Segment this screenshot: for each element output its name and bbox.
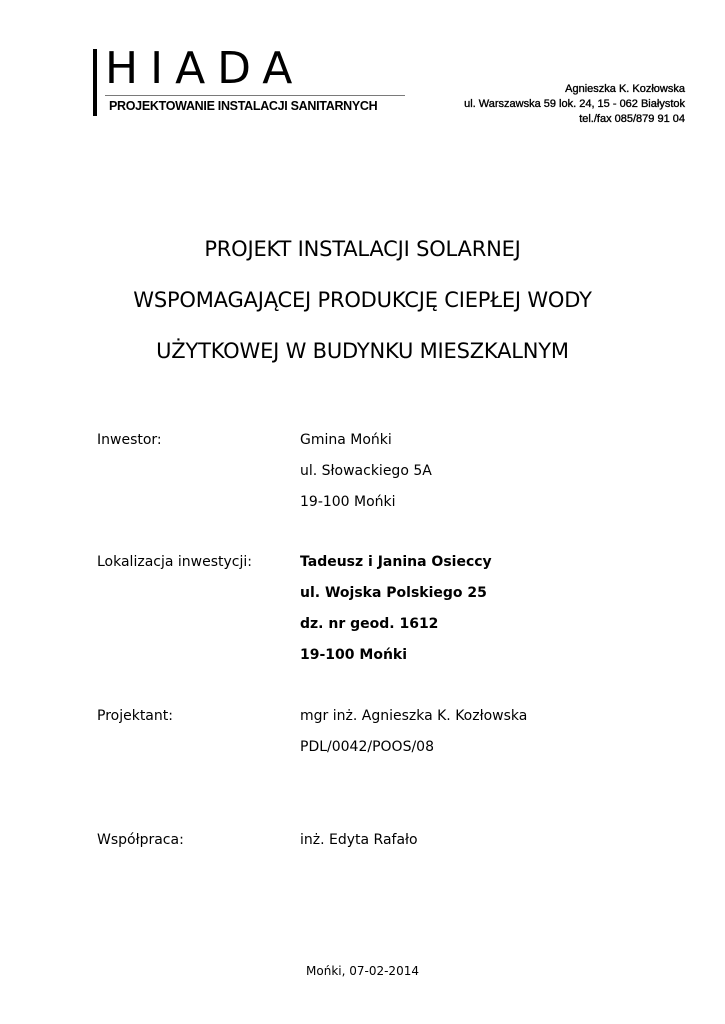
designer-name: mgr inż. Agnieszka K. Kozłowska	[300, 708, 528, 724]
place-date: Mońki, 07-02-2014	[306, 964, 419, 978]
cooperation-name: inż. Edyta Rafało	[300, 832, 418, 848]
designer-license: PDL/0042/POOS/08	[300, 739, 434, 755]
logo-divider	[105, 95, 405, 96]
logo-bar	[93, 49, 97, 116]
location-city: 19-100 Mońki	[300, 647, 408, 663]
investor-name: Gmina Mońki	[300, 432, 392, 448]
designer-details	[300, 701, 527, 763]
cooperation-details	[300, 825, 418, 856]
location-street: ul. Wojska Polskiego 25	[300, 585, 487, 601]
investor-details	[300, 425, 432, 518]
title-line: UŻYTKOWEJ W BUDYNKU MIESZKALNYM	[156, 339, 569, 363]
contact-phone: tel./fax 085/879 91 04	[579, 113, 685, 125]
location-parcel: dz. nr geod. 1612	[300, 616, 439, 632]
title-line: PROJEKT INSTALACJI SOLARNEJ	[204, 237, 521, 261]
investor-street: ul. Słowackiego 5A	[300, 463, 432, 479]
location-details	[300, 547, 492, 671]
document-title	[0, 224, 725, 377]
cooperation-label: Współpraca:	[97, 832, 184, 848]
contact-name: Agnieszka K. Kozłowska	[565, 83, 685, 95]
contact-address: ul. Warszawska 59 lok. 24, 15 - 062 Białystok	[464, 98, 685, 110]
investor-label: Inwestor:	[97, 432, 162, 448]
logo-text: HIADA	[105, 43, 305, 94]
investor-city: 19-100 Mońki	[300, 494, 396, 510]
location-label: Lokalizacja inwestycji:	[97, 554, 252, 570]
designer-label: Projektant:	[97, 708, 173, 724]
title-line: WSPOMAGAJĄCEJ PRODUKCJĘ CIEPŁEJ WODY	[133, 288, 592, 312]
location-owner: Tadeusz i Janina Osieccy	[300, 554, 492, 570]
contact-block	[464, 82, 685, 127]
logo-subtitle: PROJEKTOWANIE INSTALACJI SANITARNYCH	[109, 99, 378, 113]
